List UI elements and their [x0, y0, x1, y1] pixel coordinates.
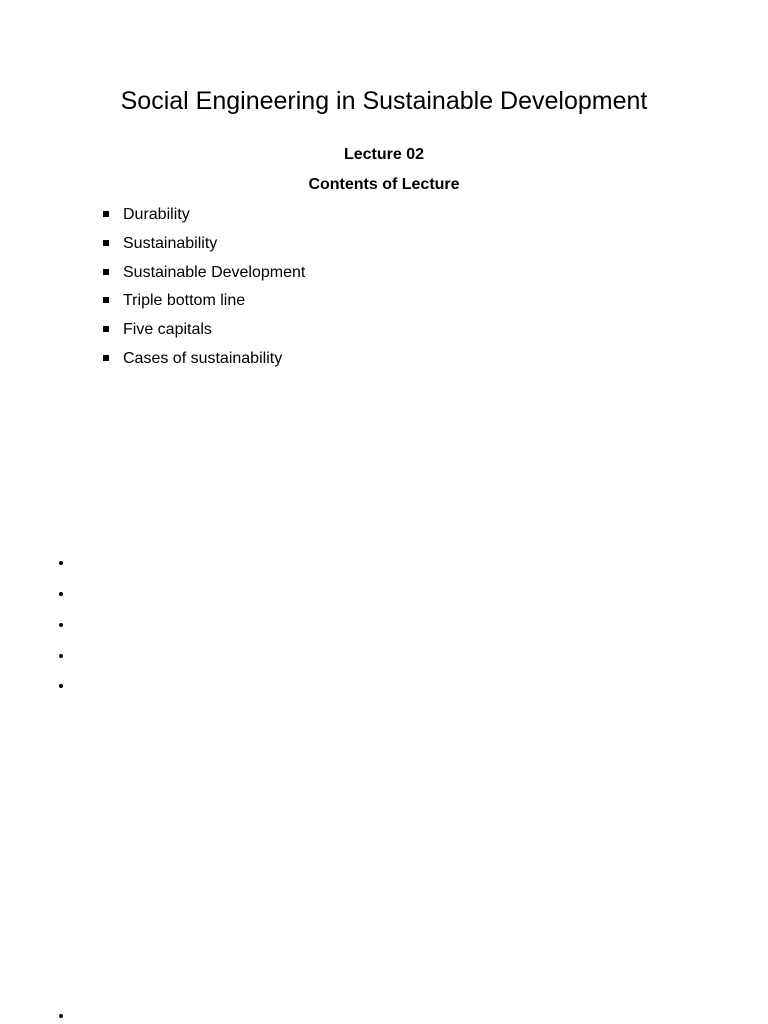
list-item-label: Triple bottom line: [123, 292, 246, 310]
list-item: [100, 203, 305, 232]
round-bullet-icon: [59, 592, 63, 596]
round-bullet-icon: [59, 623, 63, 627]
list-item-label: Durability: [123, 206, 190, 223]
list-item: [100, 232, 305, 261]
list-item: [100, 318, 305, 347]
square-bullet-icon: [103, 240, 109, 246]
square-bullet-icon: [103, 297, 109, 303]
square-bullet-icon: [103, 355, 109, 361]
list-item: [100, 289, 305, 318]
list-item-label: Sustainable Development: [123, 263, 306, 281]
contents-list: [100, 203, 305, 376]
list-item-label: Sustainability: [123, 234, 218, 252]
list-item-label: Five capitals: [123, 321, 212, 339]
square-bullet-icon: [103, 326, 109, 332]
round-bullet-icon: [59, 654, 63, 658]
square-bullet-icon: [103, 211, 109, 217]
round-bullet-icon: [59, 1014, 63, 1018]
list-item: [100, 261, 305, 290]
square-bullet-icon: [103, 269, 109, 275]
list-item: [100, 347, 305, 376]
page-title: Social Engineering in Sustainable Development: [120, 87, 648, 115]
round-bullet-icon: [59, 684, 63, 688]
contents-heading: Contents of Lecture: [308, 176, 460, 193]
lecture-number: Lecture 02: [343, 146, 425, 163]
round-bullet-icon: [59, 561, 63, 565]
list-item-label: Cases of sustainability: [123, 349, 283, 367]
